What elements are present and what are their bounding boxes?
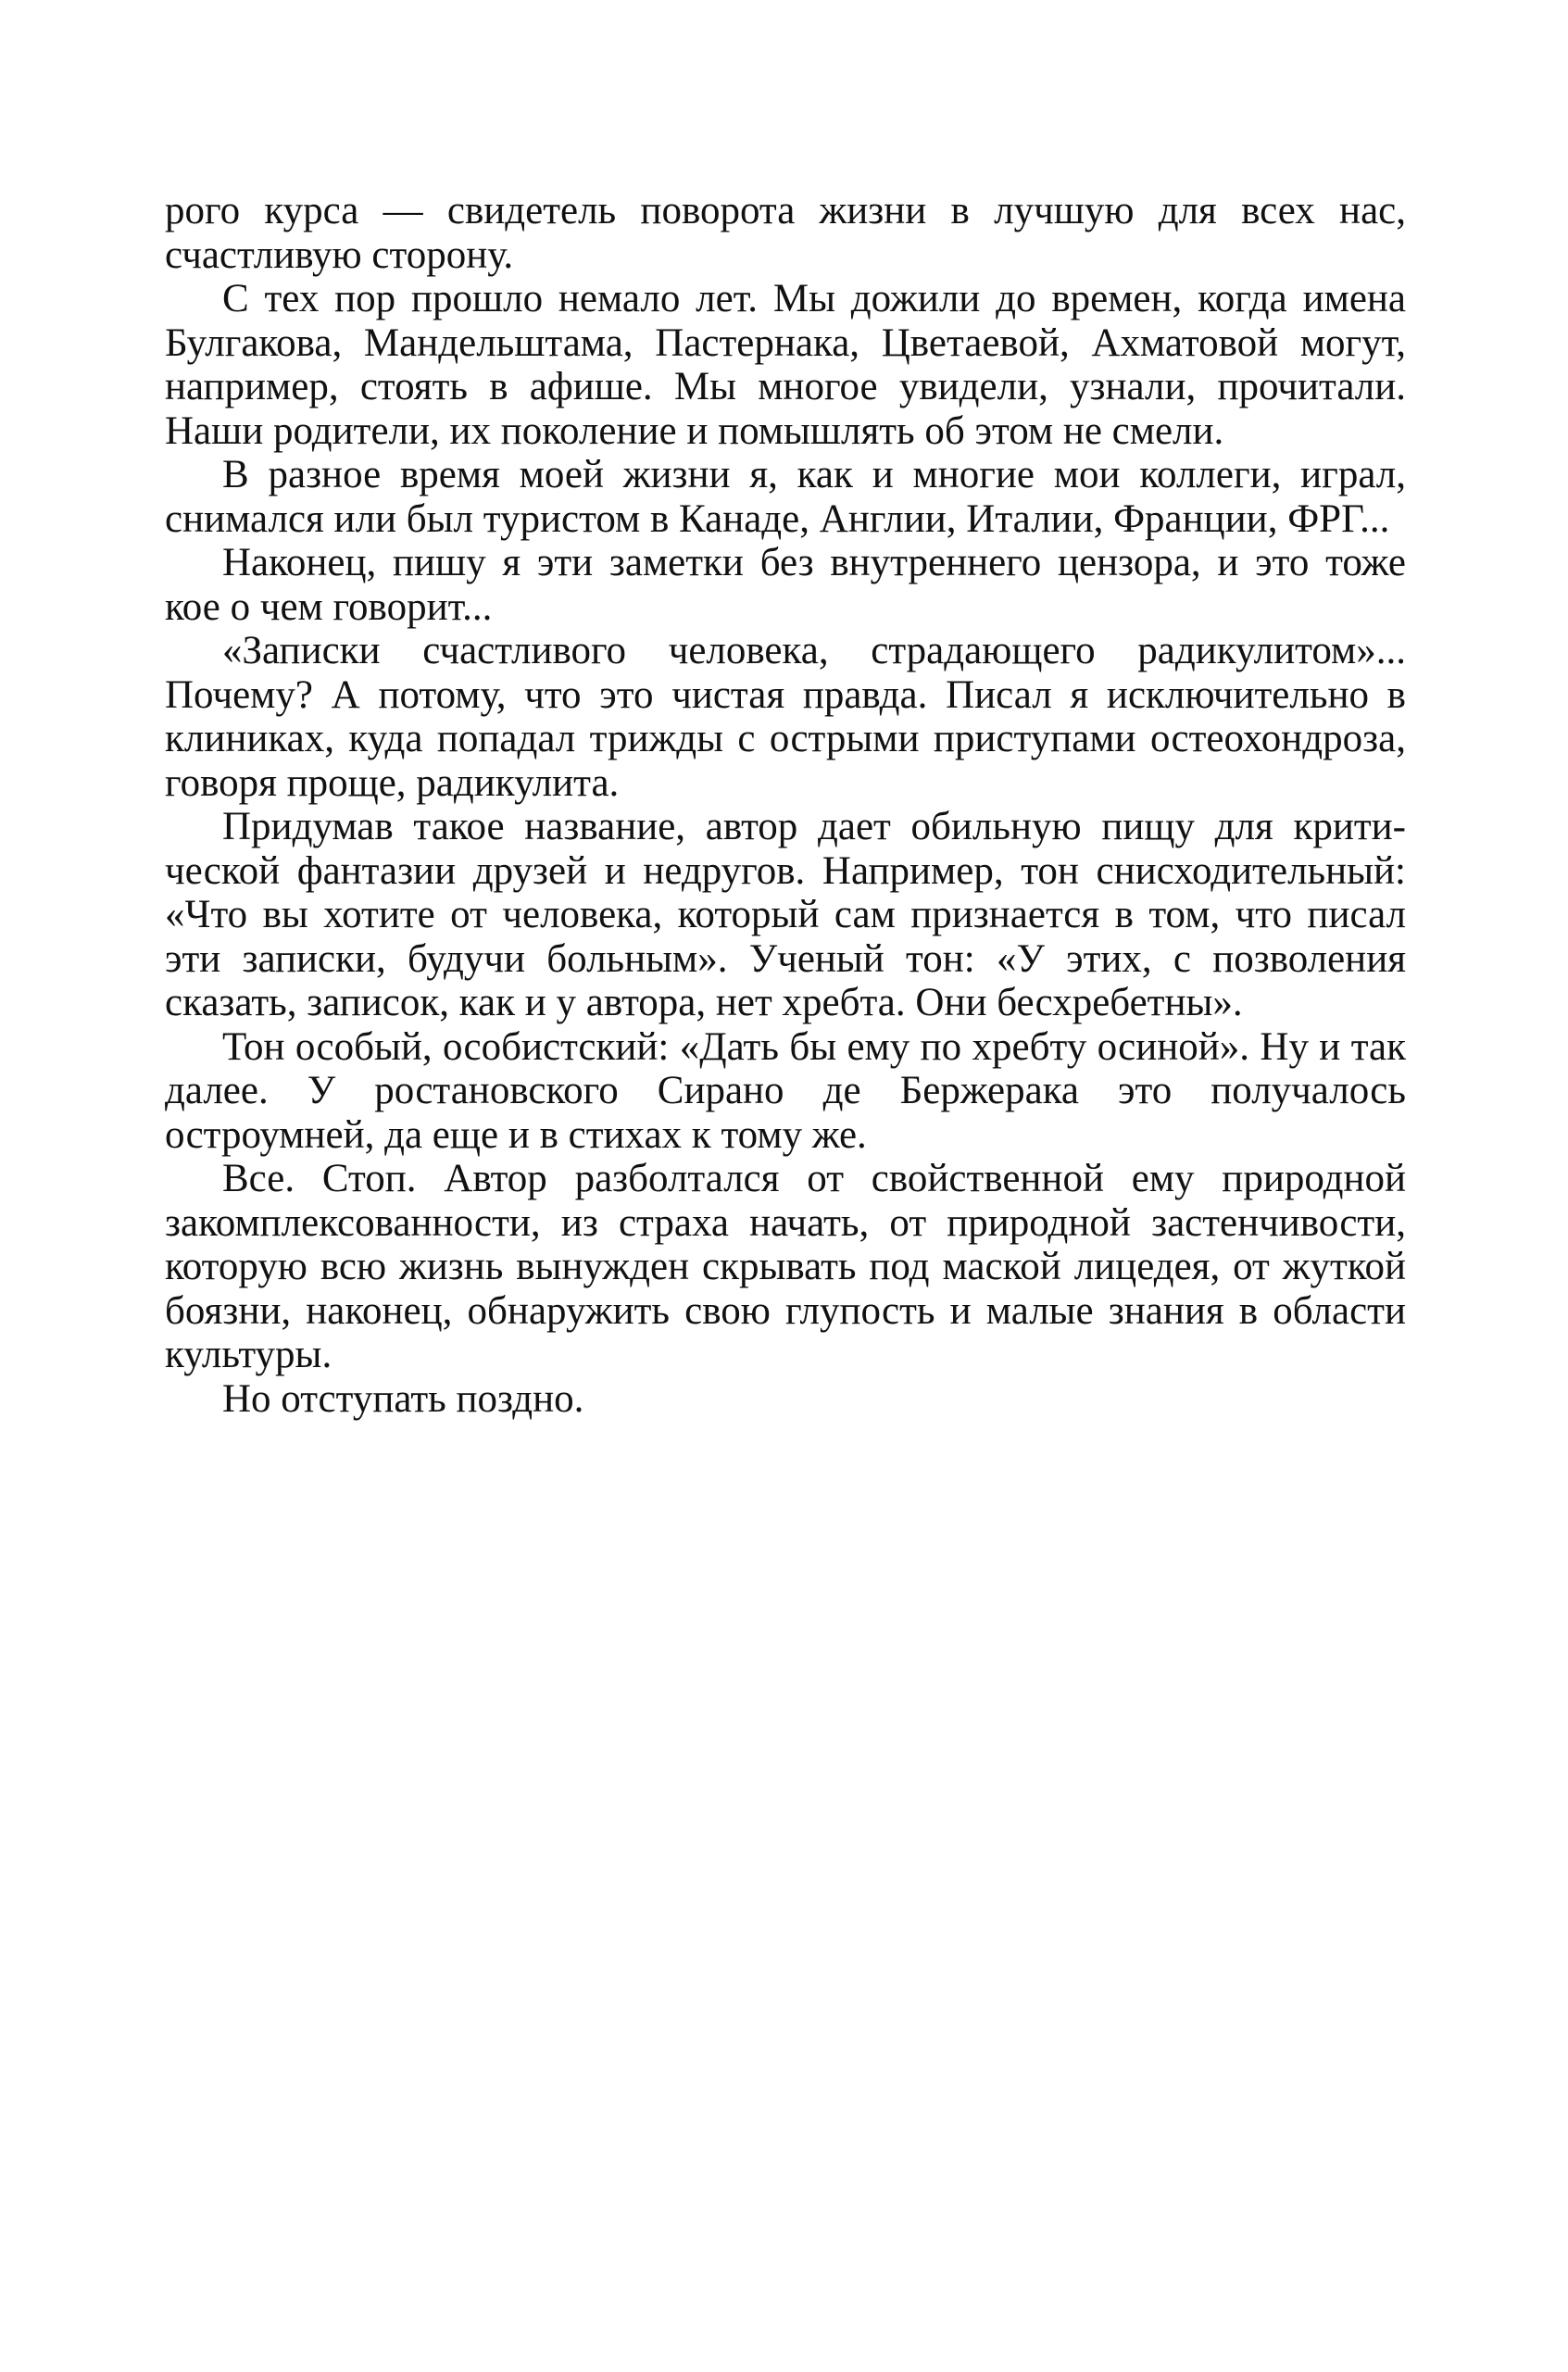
paragraph: Придумав такое название, автор дает обильную пищу для критической фантазии друзей и недругов. Например, тон снисходительный: «Что вы хотите от человека, который сам признается в том, что писал эти записки, будучи больным». Ученый тон: «У этих, с позволения сказать, записок, как и у автора, нет хребта. Они бесхребетны».: [165, 805, 1406, 1024]
paragraph: Все. Стоп. Автор разболтался от свойственной ему природной закомплексованности, из страха начать, от природной застенчивости, которую всю жизнь вынужден скрывать под маской лицедея, от жуткой боязни, наконец, обнаружить свою глупость и малые знания в области культуры.: [165, 1157, 1406, 1376]
paragraph-continued: рого курса — свидетель поворота жизни в лучшую для всех нас, счастливую сторону.: [165, 189, 1406, 277]
paragraph: В разное время моей жизни я, как и многие мои коллеги, играл, снимался или был туристом в Канаде, Англии, Италии, Франции, ФРГ...: [165, 453, 1406, 541]
paragraph: «Записки счастливого человека, страдающего радикулитом»... Почему? А потому, что это чистая правда. Писал я исключительно в клиниках, куда попадал трижды с острыми приступами остеохондроза, говоря проще, радикулита.: [165, 629, 1406, 805]
paragraph: Но отступать поздно.: [222, 1376, 584, 1421]
paragraph: Наконец, пишу я эти заметки без внутреннего цензора, и это тоже кое о чем говорит...: [165, 541, 1406, 629]
paragraph: Тон особый, особистский: «Дать бы ему по хребту осиной». Ну и так далее. У ростановского Сирано де Бержерака это получалось остроумней, да еще и в стихах к тому же.: [165, 1024, 1406, 1157]
paragraph: С тех пор прошло немало лет. Мы дожили до времен, когда имена Булгакова, Мандельштама, Пастернака, Цветаевой, Ахматовой могут, например, стоять в афише. Мы многое увидели, узнали, прочитали. Наши родители, их поколение и помышлять об этом не смели.: [165, 277, 1406, 453]
page-body: [165, 189, 1406, 1421]
